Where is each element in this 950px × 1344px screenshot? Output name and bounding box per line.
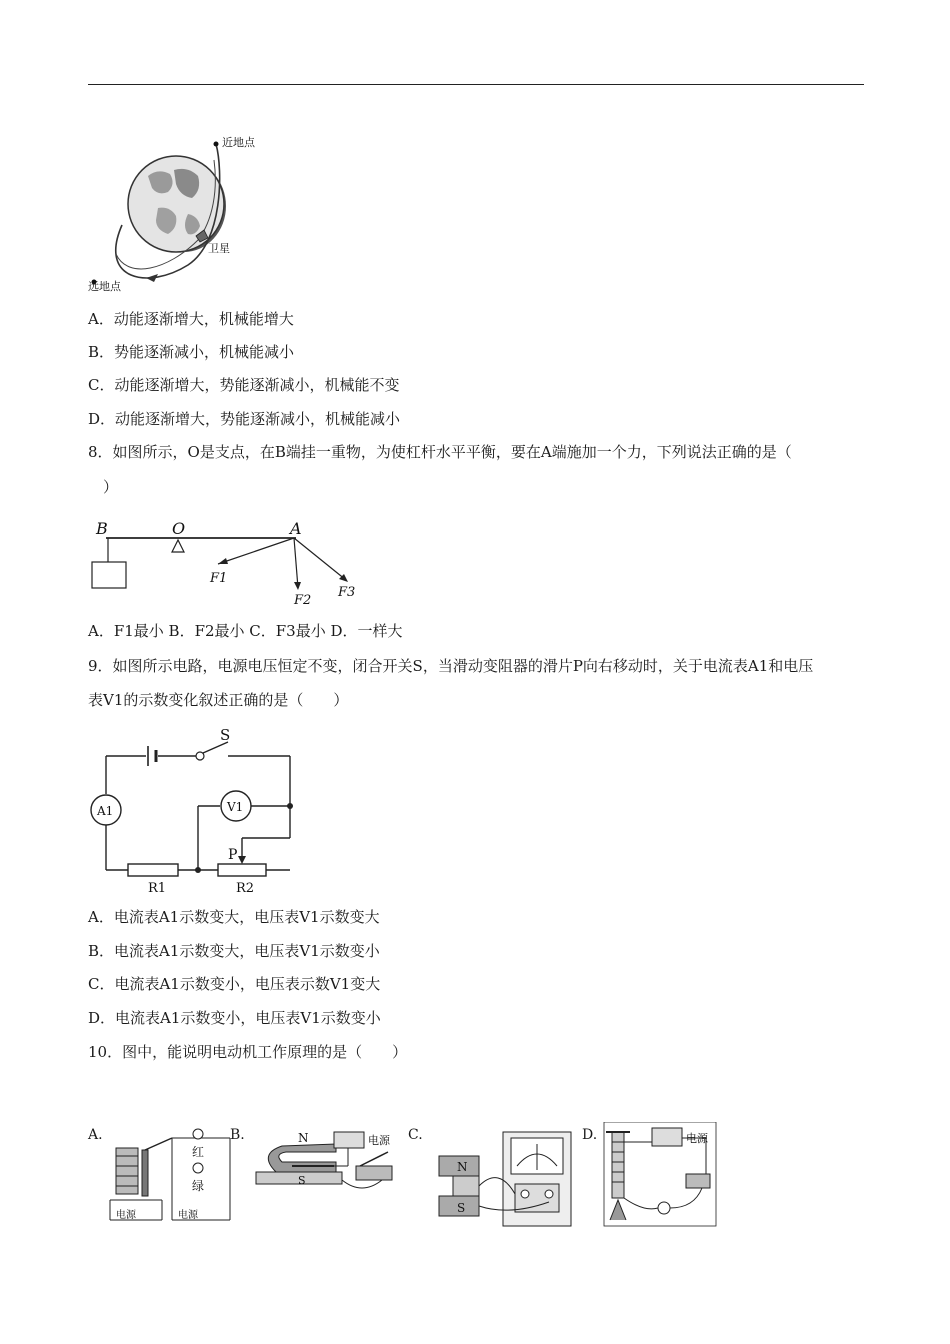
circuit-figure bbox=[88, 726, 298, 894]
q9-stem-line2: 表V1的示数变化叙述正确的是（ ） bbox=[88, 691, 349, 709]
q8-stem-line2: ） bbox=[88, 478, 119, 496]
motor-n-label: N bbox=[298, 1131, 309, 1145]
lever-label-a: A bbox=[290, 519, 302, 538]
motor-s-label: S bbox=[298, 1174, 306, 1187]
perigee-label: 近地点 bbox=[222, 136, 255, 149]
q9-option-b: B．电流表A1示数变大，电压表V1示数变小 bbox=[88, 942, 380, 960]
electromagnet-power-label: 电源 bbox=[686, 1132, 708, 1145]
lever-figure bbox=[88, 516, 358, 606]
relay-power-left: 电源 bbox=[116, 1210, 136, 1221]
q10-option-d-letter: D. bbox=[582, 1127, 598, 1143]
q10-option-a-letter: A. bbox=[88, 1127, 103, 1143]
force-label-f1: F1 bbox=[210, 571, 228, 586]
q9-stem-line1: 9．如图所示电路，电源电压恒定不变，闭合开关S，当滑动变阻器的滑片P向右移动时，关于电流表A1和电压 bbox=[88, 657, 814, 675]
force-label-f3: F3 bbox=[338, 585, 356, 600]
relay-figure bbox=[106, 1120, 236, 1226]
header-rule bbox=[88, 84, 864, 85]
green-lamp-label: 绿 bbox=[192, 1179, 205, 1193]
red-lamp-label: 红 bbox=[192, 1145, 205, 1159]
q7-option-d: D．动能逐渐增大，势能逐渐减小，机械能减小 bbox=[88, 410, 401, 428]
generator-n-label: N bbox=[457, 1160, 468, 1174]
q9-option-d: D．电流表A1示数变小，电压表V1示数变小 bbox=[88, 1009, 381, 1027]
motor-power-label: 电源 bbox=[368, 1134, 390, 1147]
q10-option-c-letter: C. bbox=[408, 1127, 423, 1143]
relay-power-right: 电源 bbox=[178, 1210, 198, 1221]
q8-stem-line1: 8．如图所示，O是支点，在B端挂一重物，为使杠杆水平平衡，要在A端施加一个力，下列说法正确的是（ bbox=[88, 443, 792, 461]
ammeter-label: A1 bbox=[97, 804, 114, 818]
voltmeter-label: V1 bbox=[227, 800, 244, 814]
generator-s-label: S bbox=[457, 1201, 466, 1215]
lever-label-o: O bbox=[172, 519, 186, 538]
q7-option-b: B．势能逐渐减小，机械能减小 bbox=[88, 343, 295, 361]
slider-label: P bbox=[228, 847, 238, 863]
q10-stem: 10．图中，能说明电动机工作原理的是（ ） bbox=[88, 1043, 408, 1061]
r1-label: R1 bbox=[148, 881, 167, 894]
q9-option-a: A．电流表A1示数变大，电压表V1示数变大 bbox=[88, 908, 380, 926]
force-label-f2: F2 bbox=[294, 593, 312, 606]
q10-option-b-letter: B. bbox=[230, 1127, 245, 1143]
apogee-label: 远地点 bbox=[88, 280, 121, 292]
generator-figure bbox=[433, 1126, 578, 1230]
q7-option-c: C．动能逐渐增大，势能逐渐减小，机械能不变 bbox=[88, 376, 400, 394]
satellite-label: 卫星 bbox=[208, 242, 230, 255]
electromagnet-figure bbox=[602, 1122, 718, 1228]
satellite-orbit-figure bbox=[88, 130, 258, 292]
motor-figure bbox=[252, 1122, 402, 1198]
q9-option-c: C．电流表A1示数变小，电压表示数V1变大 bbox=[88, 975, 381, 993]
q7-option-a: A．动能逐渐增大，机械能增大 bbox=[88, 310, 294, 328]
r2-label: R2 bbox=[236, 881, 255, 894]
switch-label: S bbox=[220, 726, 231, 744]
lever-label-b: B bbox=[96, 519, 108, 538]
q8-options: A．F1最小 B．F2最小 C．F3最小 D．一样大 bbox=[88, 622, 403, 640]
